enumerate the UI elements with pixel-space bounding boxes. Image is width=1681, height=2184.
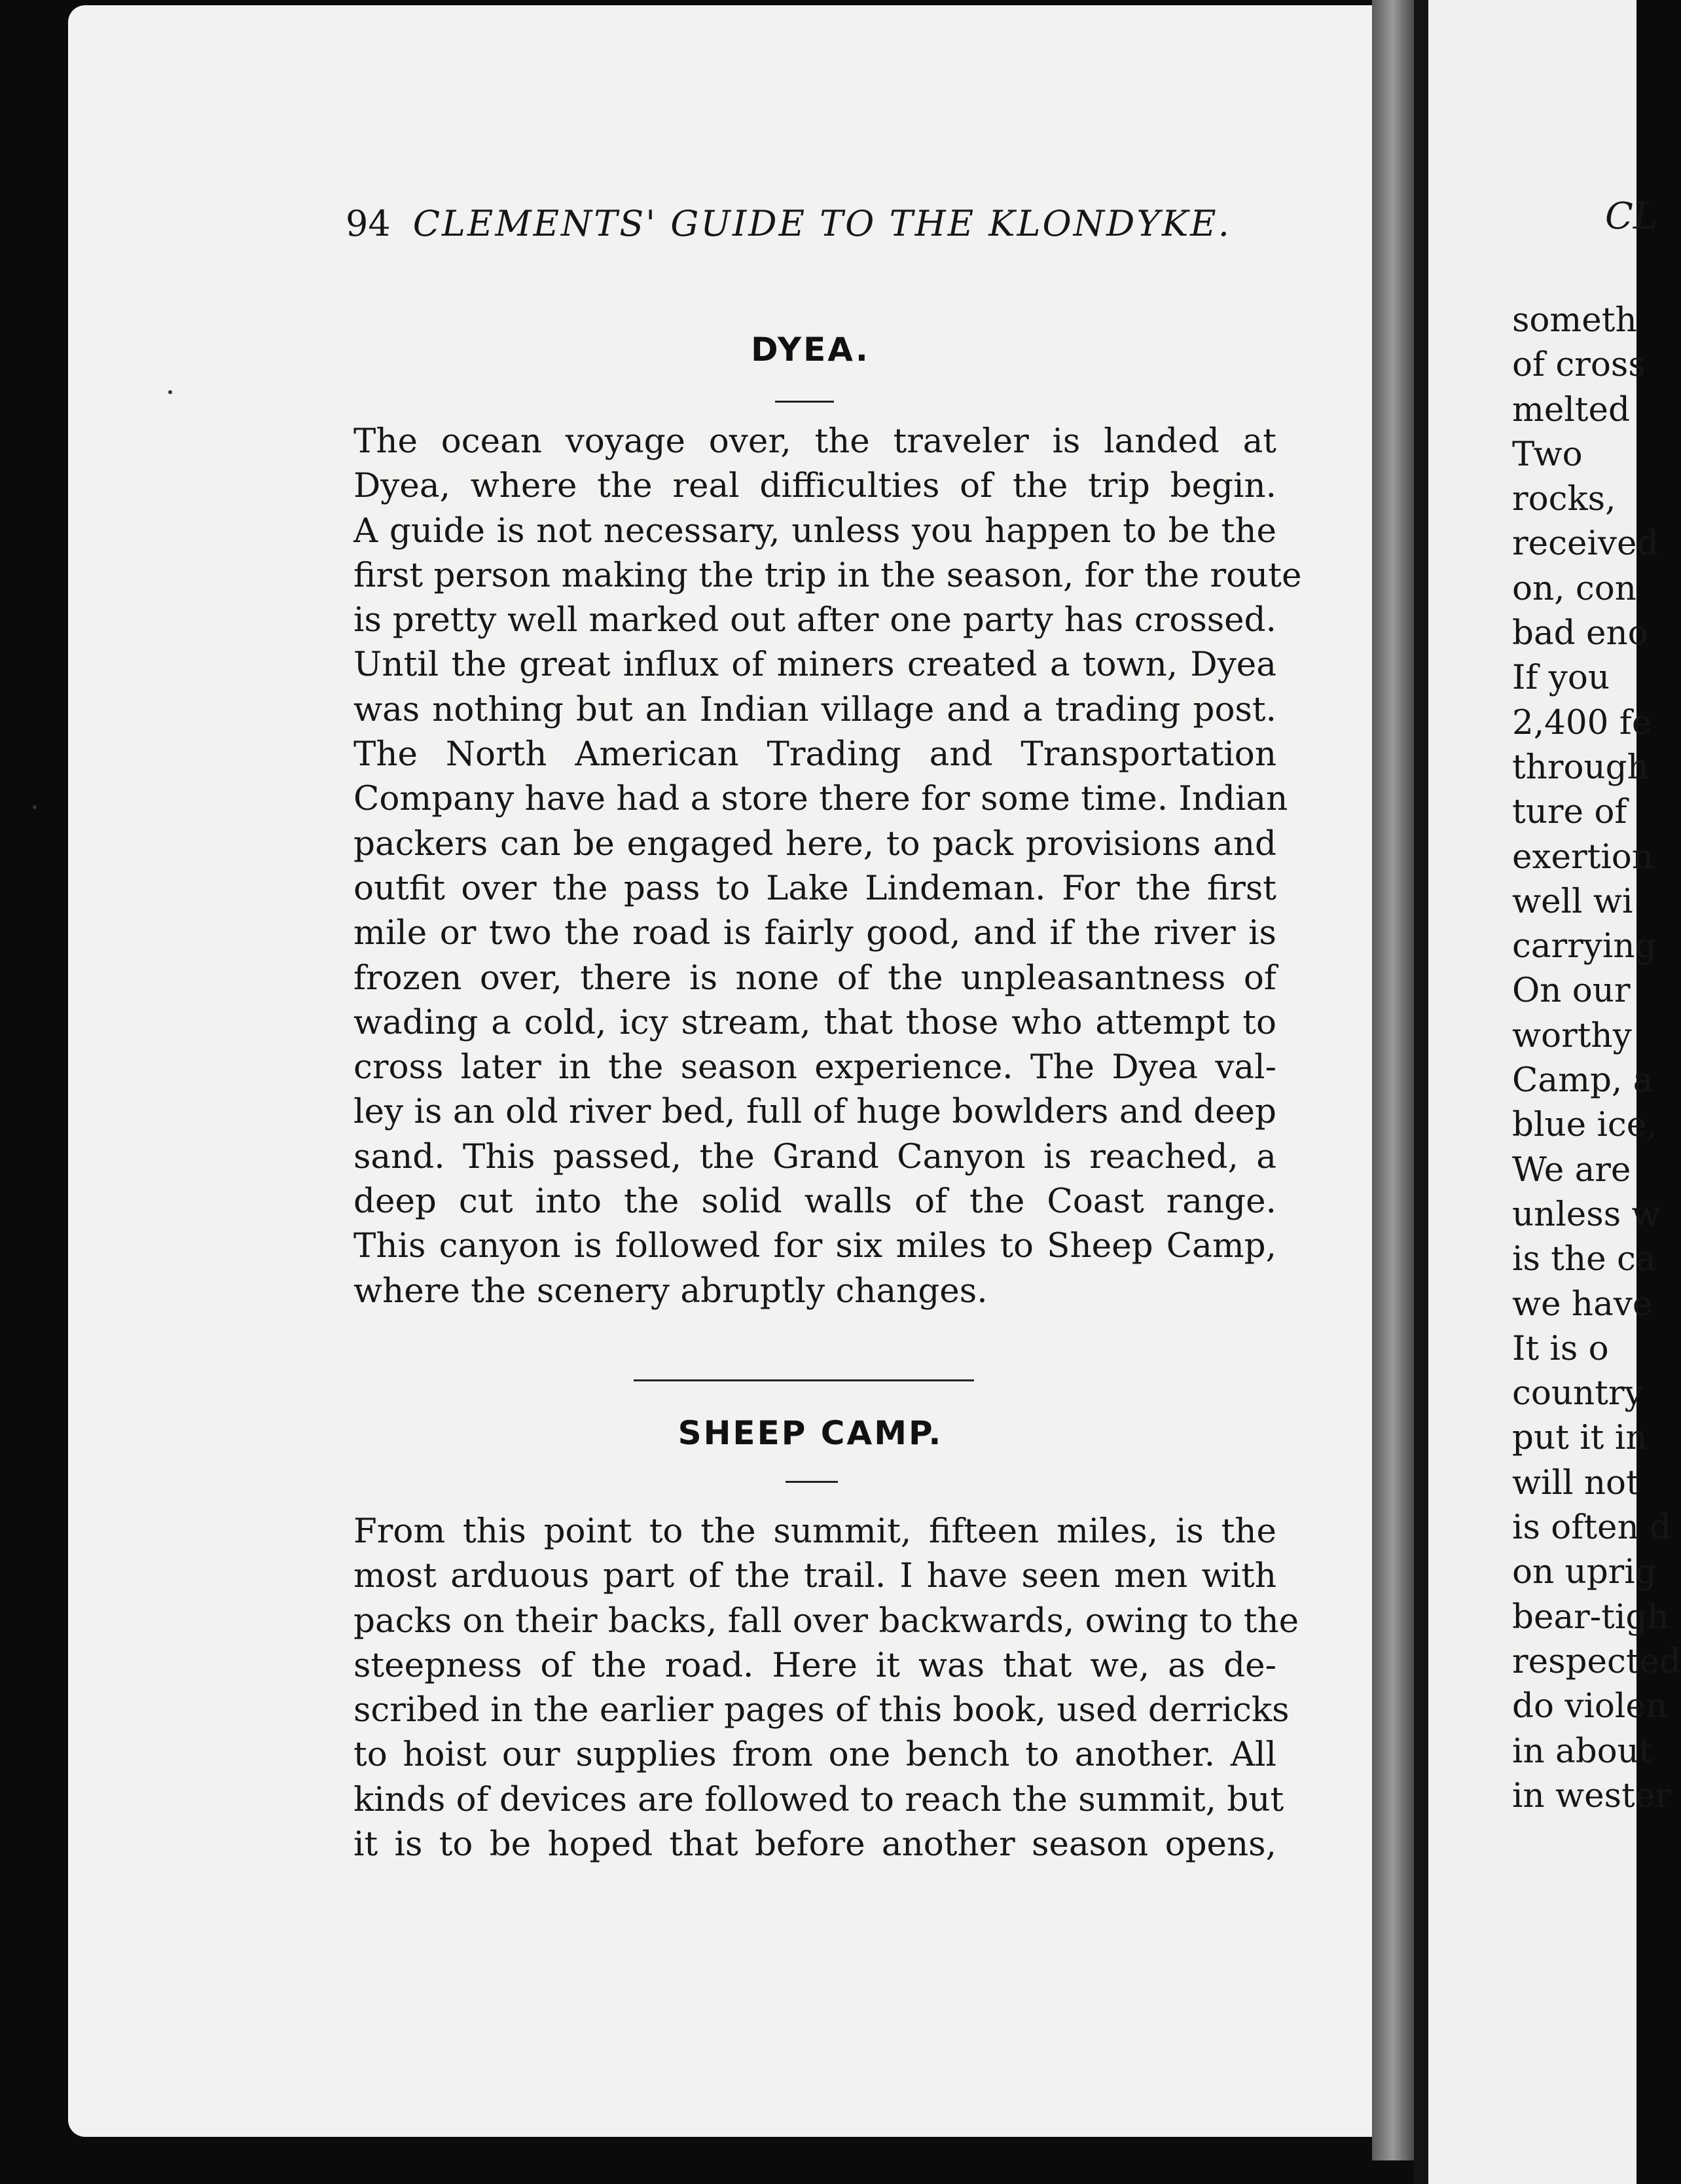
heading-underline — [786, 1481, 838, 1483]
facing-text-line: country — [1512, 1374, 1644, 1413]
text-line: This canyon is followed for six miles to Sheep Camp, — [353, 1226, 1276, 1266]
section-heading-sheep-camp: SHEEP CAMP. — [678, 1414, 943, 1452]
facing-text-line: Camp, a — [1512, 1061, 1654, 1101]
facing-text-line: will not — [1512, 1463, 1640, 1502]
section-heading-dyea: DYEA. — [751, 331, 870, 369]
facing-text-line: It is o — [1512, 1328, 1609, 1368]
page-number: 94 — [346, 203, 391, 244]
facing-text-line: If you — [1512, 658, 1610, 698]
facing-text-line: of cross — [1512, 345, 1646, 385]
facing-text-line: is the ca — [1512, 1239, 1656, 1279]
facing-page-text — [1512, 298, 1681, 1818]
facing-text-line: put it in — [1512, 1418, 1648, 1458]
facing-text-line: someth — [1512, 300, 1637, 340]
text-line: Company have had a store there for some time. Indian — [353, 779, 1288, 819]
text-line: it is to be hoped that before another season opens, — [353, 1825, 1276, 1865]
section-body-sheep-camp — [353, 1509, 1299, 1866]
facing-text-line: in about — [1512, 1731, 1653, 1771]
text-line: From this point to the summit, fifteen miles, is the — [353, 1512, 1276, 1551]
facing-text-line: On our — [1512, 971, 1631, 1011]
text-line: is pretty well marked out after one party has crossed. — [353, 600, 1276, 640]
text-line: packers can be engaged here, to pack provisions and — [353, 824, 1276, 864]
heading-underline — [775, 401, 834, 403]
section-divider — [634, 1379, 974, 1381]
facing-text-line: melted — [1512, 390, 1630, 429]
text-line: cross later in the season experience. The Dyea val- — [353, 1047, 1276, 1087]
text-line: Dyea, where the real difficulties of the trip begin. — [353, 466, 1276, 506]
paper-speck — [33, 805, 37, 809]
running-head — [346, 203, 1341, 244]
facing-text-line: do violen — [1512, 1686, 1668, 1726]
facing-text-line: we have — [1512, 1284, 1653, 1324]
facing-text-line: bad eno — [1512, 613, 1648, 653]
text-line: most arduous part of the trail. I have seen men with — [353, 1556, 1276, 1596]
text-line: The North American Trading and Transportation — [353, 735, 1276, 774]
text-line: where the scenery abruptly changes. — [353, 1271, 988, 1311]
page-gutter-shadow — [1372, 0, 1418, 2160]
facing-text-line: Two — [1512, 434, 1583, 474]
book-spine — [1414, 0, 1430, 2184]
text-line: outfit over the pass to Lake Lindeman. For the first — [353, 868, 1276, 908]
text-line: ley is an old river bed, full of huge bowlders and deep — [353, 1092, 1276, 1132]
facing-text-line: received — [1512, 524, 1659, 564]
facing-text-line: on uprig — [1512, 1552, 1657, 1592]
facing-text-line: We are — [1512, 1150, 1631, 1190]
facing-text-line: worthy — [1512, 1015, 1632, 1055]
text-line: steepness of the road. Here it was that we, as de- — [353, 1645, 1276, 1685]
text-line: deep cut into the solid walls of the Coast range. — [353, 1182, 1276, 1222]
facing-text-line: through — [1512, 747, 1649, 787]
facing-text-line: in wester — [1512, 1775, 1671, 1815]
facing-text-line: on, con — [1512, 568, 1636, 608]
facing-running-head: CL — [1605, 195, 1658, 238]
text-line: first person making the trip in the season, for the route — [353, 555, 1302, 595]
facing-text-line: respected — [1512, 1641, 1681, 1681]
facing-text-line: blue ice, — [1512, 1105, 1657, 1145]
text-line: mile or two the road is fairly good, and if the river is — [353, 913, 1276, 953]
running-title: CLEMENTS' GUIDE TO THE KLONDYKE. — [412, 203, 1231, 244]
text-line: sand. This passed, the Grand Canyon is reached, a — [353, 1137, 1276, 1176]
text-line: frozen over, there is none of the unpleasantness of — [353, 958, 1276, 998]
text-line: packs on their backs, fall over backwards, owing to the — [353, 1601, 1299, 1641]
text-line: The ocean voyage over, the traveler is landed at — [353, 422, 1276, 461]
facing-text-line: unless w — [1512, 1194, 1661, 1234]
text-line: scribed in the earlier pages of this book, used derricks — [353, 1690, 1290, 1730]
facing-text-line: rocks, — [1512, 479, 1616, 519]
facing-text-line: bear-tigh — [1512, 1597, 1669, 1637]
paper-speck — [168, 390, 172, 394]
facing-text-line: well wi — [1512, 881, 1633, 921]
text-line: wading a cold, icy stream, that those who attempt to — [353, 1002, 1276, 1042]
facing-text-line: ture of — [1512, 792, 1627, 832]
facing-text-line: 2,400 fe — [1512, 702, 1652, 742]
facing-text-line: carrying — [1512, 926, 1657, 966]
text-line: kinds of devices are followed to reach the summit, but — [353, 1779, 1284, 1819]
text-line: to hoist our supplies from one bench to another. All — [353, 1735, 1276, 1775]
section-body-dyea — [353, 419, 1302, 1313]
facing-text-line: is often d — [1512, 1508, 1672, 1548]
text-line: A guide is not necessary, unless you happen to be the — [353, 511, 1276, 551]
facing-text-line: exertion — [1512, 837, 1654, 877]
text-line: was nothing but an Indian village and a trading post. — [353, 689, 1276, 729]
text-line: Until the great influx of miners created a town, Dyea — [353, 645, 1276, 685]
